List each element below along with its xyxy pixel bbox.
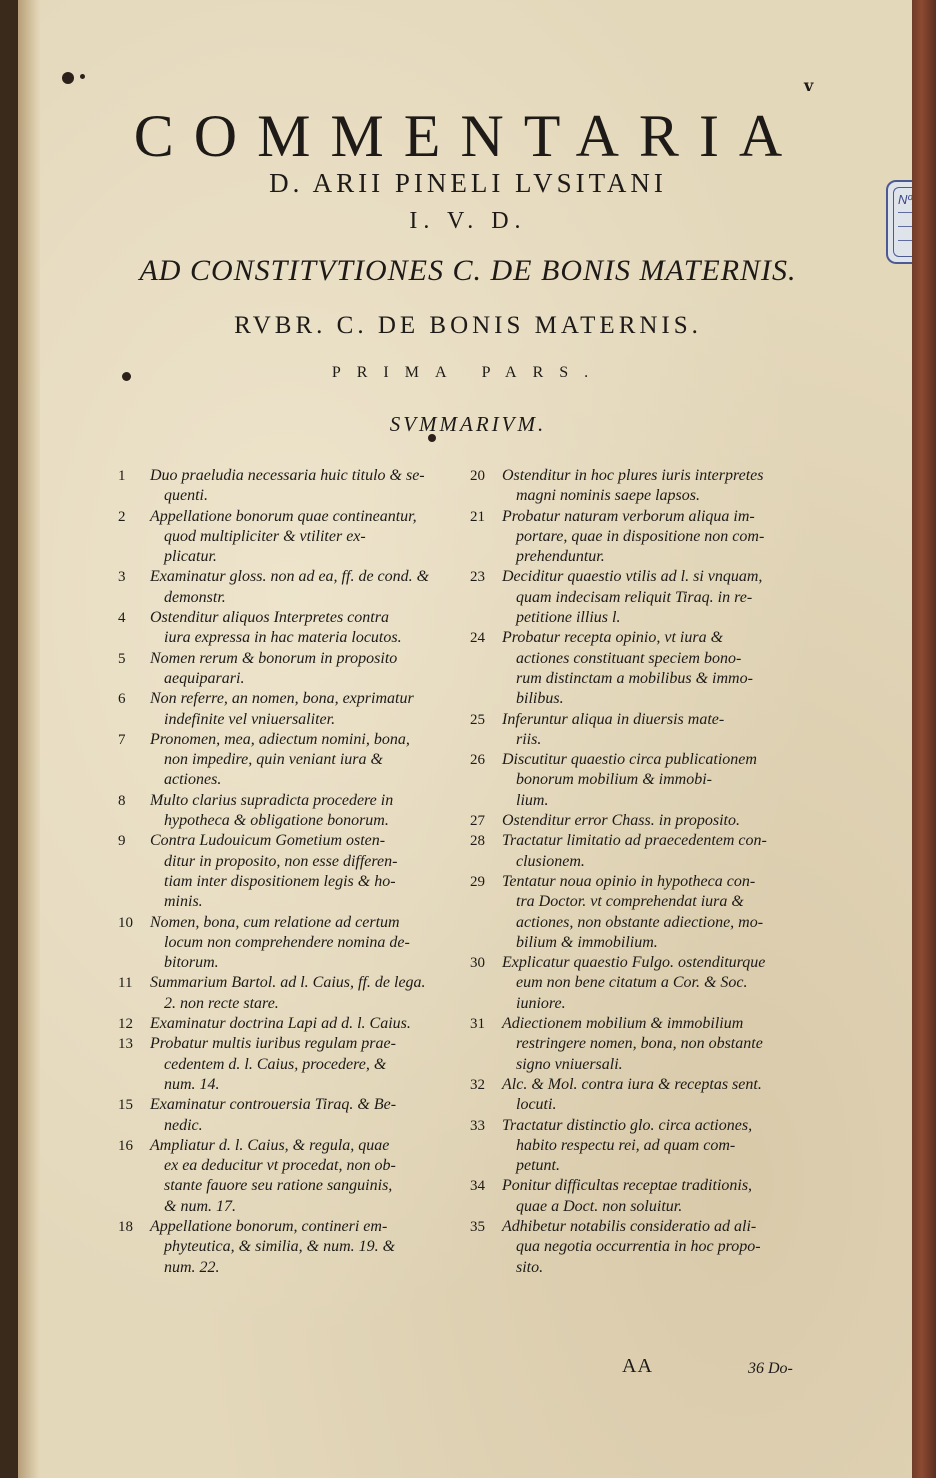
entry-line: petitione illius l.: [516, 609, 621, 627]
summary-entry: [118, 649, 463, 690]
entry-line: demonstr.: [164, 588, 226, 606]
entry-line: tra Doctor. vt comprehendat iura &: [516, 893, 744, 911]
entry-number: 10: [118, 914, 133, 931]
entry-line: Discutitur quaestio circa publicationem: [502, 751, 757, 769]
summary-entry: [470, 872, 820, 953]
summary-entry: [470, 466, 820, 507]
entry-line: Contra Ludouicum Gometium osten-: [150, 832, 386, 850]
catchword: 36 Do-: [748, 1360, 793, 1377]
entry-number: 6: [118, 691, 126, 708]
entry-line: Inferuntur aliqua in diuersis mate-: [502, 710, 725, 728]
entry-number: 7: [118, 731, 126, 748]
entry-line: iura expressa in hac materia locutos.: [164, 629, 402, 647]
page-gutter: [18, 0, 40, 1478]
summary-entry: [118, 913, 463, 974]
entry-line: & num. 17.: [164, 1197, 236, 1215]
entry-line: riis.: [516, 730, 542, 748]
entry-number: 21: [470, 508, 485, 525]
entry-line: Adiectionem mobilium & immobilium: [502, 1015, 744, 1033]
summary-entry: [470, 811, 820, 831]
entry-line: cedentem d. l. Caius, procedere, &: [164, 1055, 387, 1073]
summary-entry: [470, 628, 820, 709]
entry-number: 2: [118, 508, 126, 525]
entry-number: 1: [118, 468, 126, 484]
entry-line: Examinatur controuersia Tiraq. & Be-: [150, 1096, 397, 1114]
entry-line: iuniore.: [516, 994, 566, 1012]
entry-line: minis.: [164, 893, 203, 911]
entry-line: Explicatur quaestio Fulgo. ostenditurque: [502, 954, 766, 972]
entry-line: rum distinctam a mobilibus & immo-: [516, 669, 753, 687]
entry-number: 18: [118, 1218, 133, 1235]
summary-entry: [470, 710, 820, 751]
summary-entry: [470, 831, 820, 872]
summary-entry: [118, 1095, 463, 1136]
entry-number: 26: [470, 752, 485, 769]
book-edge: [912, 0, 936, 1478]
entry-line: plicatur.: [164, 548, 217, 566]
summary-entry: [470, 1014, 820, 1075]
entry-line: Ampliatur d. l. Caius, & regula, quae: [150, 1136, 390, 1154]
entry-line: hypotheca & obligatione bonorum.: [164, 812, 389, 830]
entry-line: Examinatur doctrina Lapi ad d. l. Caius.: [150, 1015, 411, 1033]
entry-number: 15: [118, 1097, 133, 1114]
entry-number: 27: [470, 813, 485, 830]
entry-line: aequiparari.: [164, 669, 245, 687]
entry-line: Ponitur difficultas receptae traditionis,: [502, 1177, 753, 1195]
summary-entry: [118, 507, 463, 568]
entry-number: 13: [118, 1036, 133, 1053]
entry-number: 9: [118, 833, 126, 850]
entry-line: bilium & immobilium.: [516, 933, 658, 951]
summary-entry: [470, 1217, 820, 1278]
entry-line: non impedire, quin veniant iura &: [164, 751, 383, 769]
book-page: [18, 0, 918, 1478]
entry-line: Tentatur noua opinio in hypotheca con-: [502, 872, 756, 890]
entry-line: lium.: [516, 791, 549, 809]
entry-number: 28: [470, 833, 485, 850]
summary-entry: [118, 730, 463, 791]
entry-line: Pronomen, mea, adiectum nomini, bona,: [150, 730, 410, 748]
entry-number: 24: [470, 630, 485, 647]
entry-line: portare, quae in dispositione non com-: [516, 527, 765, 545]
part-heading: PRIMA PARS.: [331, 364, 605, 381]
entry-line: Alc. & Mol. contra iura & receptas sent.: [502, 1075, 762, 1093]
entry-line: signo vniuersali.: [516, 1055, 623, 1073]
entry-line: Tractatur distinctio glo. circa actiones,: [502, 1116, 753, 1134]
entry-line: tiam inter dispositionem legis & ho-: [164, 872, 396, 890]
signature-mark: AA: [622, 1355, 653, 1377]
entry-line: Probatur recepta opinio, vt iura &: [502, 629, 724, 647]
entry-line: Tractatur limitatio ad praecedentem con-: [502, 832, 767, 850]
summary-entry: [470, 1075, 820, 1116]
entry-number: 3: [118, 569, 126, 586]
entry-line: Appellatione bonorum, contineri em-: [150, 1217, 388, 1235]
entry-line: Non referre, an nomen, bona, exprimatur: [150, 690, 414, 708]
entry-number: 8: [118, 792, 126, 809]
summary-entry: [118, 466, 463, 507]
entry-line: bonorum mobilium & immobi-: [516, 771, 712, 789]
summary-entry: [118, 1217, 463, 1278]
entry-line: clusionem.: [516, 852, 585, 870]
entry-number: 16: [118, 1137, 133, 1154]
entry-number: 32: [470, 1076, 485, 1093]
ink-blot: [62, 72, 74, 84]
entry-line: actiones, non obstante adiectione, mo-: [516, 913, 764, 931]
summary-entry: [118, 791, 463, 832]
stamp-number-label: Nº: [898, 192, 913, 207]
entry-line: Duo praeludia necessaria huic titulo & se-: [150, 467, 425, 484]
summary-entry: [118, 1136, 463, 1217]
entry-number: 31: [470, 1016, 485, 1033]
entry-line: ditur in proposito, non esse differen-: [164, 852, 398, 870]
summary-column-right: [470, 466, 820, 1278]
entry-line: num. 14.: [164, 1075, 220, 1093]
summary-entry: [118, 973, 463, 1014]
entry-line: nedic.: [164, 1116, 203, 1134]
page-title: COMMENTARIA: [133, 103, 803, 169]
entry-line: magni nominis saepe lapsos.: [516, 487, 700, 505]
entry-line: prehenduntur.: [516, 548, 605, 566]
degree-line: I. V. D.: [409, 208, 527, 234]
entry-number: 25: [470, 711, 485, 728]
entry-line: ex ea deducitur vt procedat, non ob-: [164, 1157, 396, 1175]
summary-heading: SVMMARIVM.: [389, 412, 547, 436]
entry-number: 23: [470, 569, 485, 586]
entry-line: phyteutica, & similia, & num. 19. &: [164, 1238, 396, 1256]
entry-line: locum non comprehendere nomina de-: [164, 933, 410, 951]
ink-blot: [80, 74, 85, 79]
entry-line: Appellatione bonorum quae contineantur,: [150, 507, 417, 525]
entry-line: Deciditur quaestio vtilis ad l. si vnquam,: [502, 568, 763, 586]
entry-number: 5: [118, 650, 126, 667]
subtitle: AD CONSTITVTIONES C. DE BONIS MATERNIS.: [139, 254, 797, 287]
entry-line: 2. non recte stare.: [164, 994, 279, 1012]
summary-entry: [470, 567, 820, 628]
entry-number: 4: [118, 610, 126, 627]
summary-entry: [118, 1014, 463, 1034]
entry-number: 30: [470, 955, 485, 972]
entry-line: Adhibetur notabilis consideratio ad ali-: [502, 1217, 757, 1235]
rubric-heading: RVBR. C. DE BONIS MATERNIS.: [234, 312, 702, 339]
entry-line: Nomen, bona, cum relatione ad certum: [150, 913, 400, 931]
entry-line: Ostenditur aliquos Interpretes contra: [150, 609, 389, 627]
summary-entry: [118, 567, 463, 608]
author-line: D. ARII PINELI LVSITANI: [269, 168, 667, 198]
entry-number: 33: [470, 1117, 485, 1134]
entry-line: bitorum.: [164, 954, 219, 972]
entry-line: Ostenditur in hoc plures iuris interpretes: [502, 467, 764, 484]
entry-line: sito.: [516, 1258, 544, 1276]
entry-line: actiones constituant speciem bono-: [516, 649, 742, 667]
entry-line: quam indecisam reliquit Tiraq. in re-: [516, 588, 753, 606]
summary-entry: [118, 1034, 463, 1095]
entry-line: Multo clarius supradicta procedere in: [150, 791, 394, 809]
entry-line: Summarium Bartol. ad l. Caius, ff. de lega.: [150, 974, 426, 992]
entry-line: habito respectu rei, ad quam com-: [516, 1136, 736, 1154]
entry-line: actiones.: [164, 771, 222, 789]
entry-line: Ostenditur error Chass. in proposito.: [502, 812, 740, 830]
entry-line: Nomen rerum & bonorum in proposito: [150, 649, 398, 667]
summary-entry: [470, 1176, 820, 1217]
entry-number: 35: [470, 1218, 485, 1235]
entry-number: 12: [118, 1016, 133, 1033]
summary-column-left: [118, 466, 463, 1278]
summary-entry: [118, 608, 463, 649]
page-mark: v: [804, 76, 814, 95]
summary-entry: [118, 831, 463, 912]
summary-entry: [470, 1116, 820, 1177]
entry-line: petunt.: [516, 1157, 560, 1175]
entry-line: bilibus.: [516, 690, 564, 708]
entry-line: eum non bene citatum a Cor. & Soc.: [516, 974, 748, 992]
summary-entry: [118, 689, 463, 730]
entry-line: Examinatur gloss. non ad ea, ff. de cond. &: [150, 568, 430, 586]
entry-line: quod multipliciter & vtiliter ex-: [164, 527, 366, 545]
entry-number: 20: [470, 468, 485, 484]
entry-line: indefinite vel vniuersaliter.: [164, 710, 336, 728]
summary-entry: [470, 507, 820, 568]
entry-line: restringere nomen, bona, non obstante: [516, 1035, 763, 1053]
entry-line: locuti.: [516, 1096, 557, 1114]
entry-line: Probatur naturam verborum aliqua im-: [502, 507, 755, 525]
entry-line: quae a Doct. non soluitur.: [516, 1197, 683, 1215]
entry-number: 34: [470, 1178, 485, 1195]
summary-entry: [470, 953, 820, 1014]
entry-line: num. 22.: [164, 1258, 220, 1276]
entry-number: 11: [118, 975, 133, 992]
summary-entry: [470, 750, 820, 811]
entry-line: quenti.: [164, 487, 208, 505]
entry-number: 29: [470, 873, 485, 890]
entry-line: qua negotia occurrentia in hoc propo-: [516, 1238, 761, 1256]
entry-line: Probatur multis iuribus regulam prae-: [150, 1035, 396, 1053]
entry-line: stante fauore seu ratione sanguinis,: [164, 1177, 393, 1195]
